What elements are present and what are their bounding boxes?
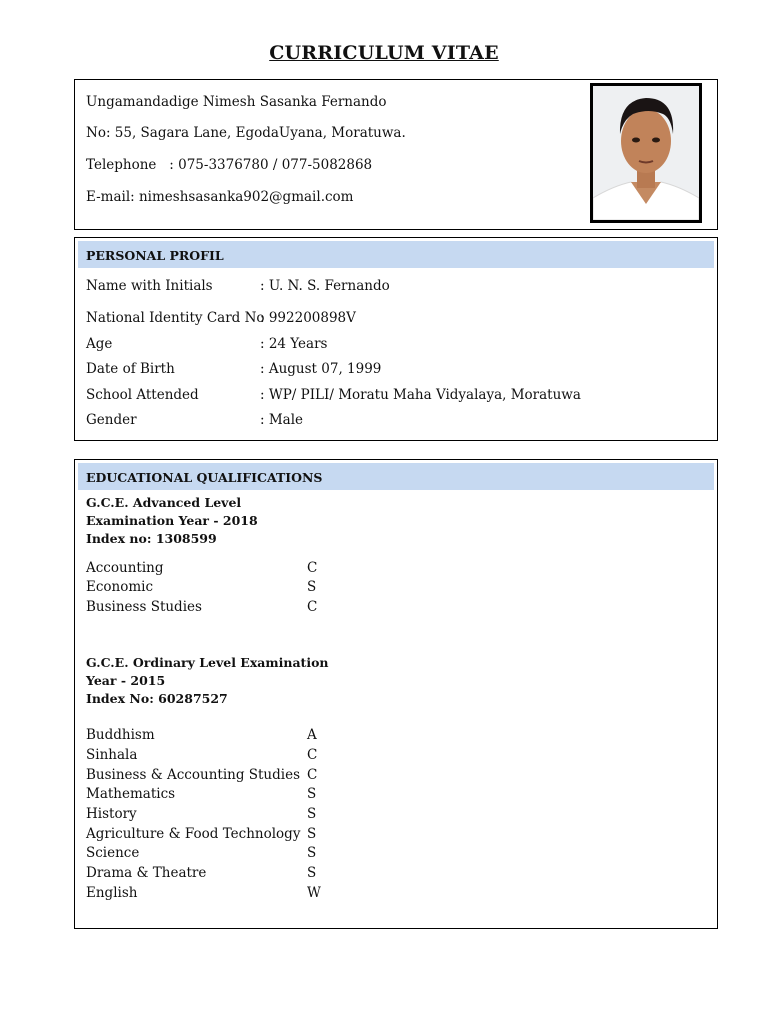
- profile-row: [86, 310, 356, 326]
- ol-exam-header: G.C.E. Ordinary Level Examination Year - 2015 Index No: 60287527: [86, 655, 329, 706]
- profile-value: : August 07, 1999: [260, 361, 382, 377]
- profile-label: National Identity Card No: [86, 310, 265, 326]
- ol-subject-row: Mathematics S: [86, 786, 317, 802]
- al-subject-row: Business Studies C: [86, 599, 318, 615]
- ol-subject-row: Sinhala C: [86, 747, 318, 763]
- ol-subject-row: Business & Accounting Studies C: [86, 767, 318, 783]
- profile-label: School Attended: [86, 387, 199, 403]
- full-name: Ungamandadige Nimesh Sasanka Fernando: [86, 94, 387, 110]
- al-subject-row: Economic S: [86, 579, 317, 595]
- ol-subject-row: History S: [86, 806, 317, 822]
- profile-row: [86, 412, 303, 428]
- email: E-mail: nimeshsasanka902@gmail.com: [86, 189, 354, 205]
- profile-value: : 992200898V: [260, 310, 356, 326]
- ol-subject-row: Science S: [86, 845, 317, 861]
- profile-row: [86, 387, 581, 403]
- ol-subject-row: Drama & Theatre S: [86, 865, 317, 881]
- telephone: Telephone : 075-3376780 / 077-5082868: [86, 157, 373, 173]
- education-heading: EDUCATIONAL QUALIFICATIONS: [78, 463, 714, 490]
- profile-value: : 24 Years: [260, 336, 328, 352]
- profile-label: Age: [86, 336, 113, 352]
- contact-section: [74, 79, 718, 230]
- profile-row: [86, 361, 381, 377]
- profile-photo: [590, 83, 702, 223]
- education-section: [74, 459, 718, 929]
- al-subject-row: Accounting C: [86, 560, 318, 576]
- profile-row: [86, 336, 327, 352]
- al-exam-header: G.C.E. Advanced Level Examination Year - 2018 Index no: 1308599: [86, 495, 258, 546]
- address: No: 55, Sagara Lane, EgodaUyana, Moratuwa.: [86, 125, 406, 141]
- profile-value: : Male: [260, 412, 304, 428]
- profile-label: Gender: [86, 412, 137, 428]
- personal-profile-section: [74, 237, 718, 441]
- ol-subject-row: Agriculture & Food Technology S: [86, 826, 317, 842]
- profile-label: Name with Initials: [86, 278, 213, 294]
- profile-row: [86, 278, 390, 294]
- personal-profile-heading: PERSONAL PROFIL: [78, 241, 714, 268]
- profile-label: Date of Birth: [86, 361, 175, 377]
- ol-subject-row: Buddhism A: [86, 727, 317, 743]
- ol-subject-row: English W: [86, 885, 321, 901]
- profile-value: : U. N. S. Fernando: [260, 278, 390, 294]
- profile-value: : WP/ PILI/ Moratu Maha Vidyalaya, Moratuwa: [260, 387, 581, 403]
- document-title: CURRICULUM VITAE: [269, 42, 499, 64]
